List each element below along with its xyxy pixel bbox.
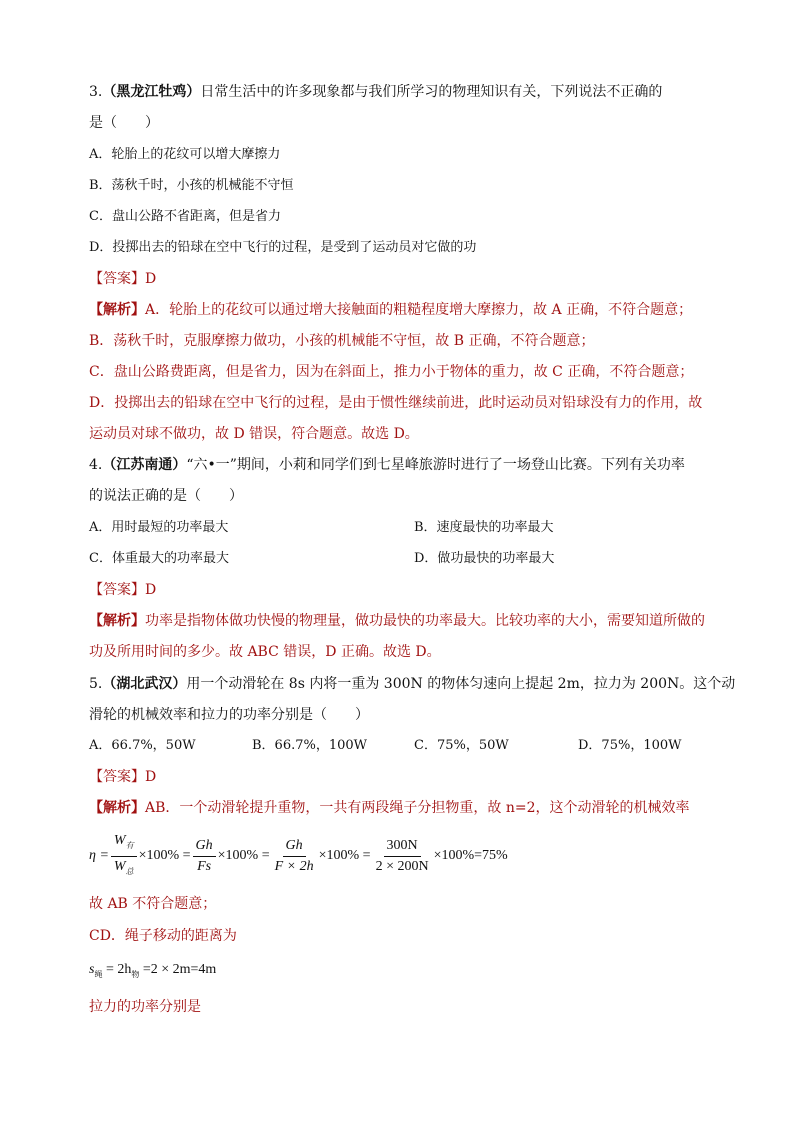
q3-option-a: A．轮胎上的花纹可以增大摩擦力 (89, 147, 281, 162)
q5-stem-line2: 滑轮的机械效率和拉力的功率分别是（ ） (89, 707, 369, 723)
q4-option-d: D．做功最快的功率最大 (414, 551, 555, 566)
q5-option-a: A．66.7%，50W (89, 738, 196, 753)
q4-stem-line1: 4.（江苏南通）“六•一”期间，小莉和同学们到七星峰旅游时进行了一场登山比赛。下列有关功率 (89, 457, 685, 473)
q3-option-d: D．投掷出去的铅球在空中飞行的过程，是受到了运动员对它做的功 (89, 240, 477, 255)
q5-answer: 【答案】D (89, 769, 157, 785)
q4-option-c: C．体重最大的功率最大 (89, 551, 229, 566)
formula-fraction-work: $\frac{W_有}{W_总}$ (111, 832, 137, 881)
q3-analysis-line3: C．盘山公路费距离，但是省力，因为在斜面上，推力小于物体的重力，故 C 正确，不符合题意； (89, 364, 694, 380)
q3-stem-line2: 是（ ） (89, 115, 159, 131)
q5-stem-line1: 5.（湖北武汉）用一个动滑轮在 8s 内将一重为 300N 的物体匀速向上提起 2m，拉力为 200N。这个动 (89, 676, 736, 692)
formula-fraction-gh-fs: $\frac{Gh}{Fs}$ (193, 837, 216, 876)
q3-answer: 【答案】D (89, 271, 157, 287)
q4-analysis-line2: 功及所用时间的多少。故 ABC 错误，D 正确。故选 D。 (89, 644, 441, 660)
q4-analysis-line1: 【解析】功率是指物体做功快慢的物理量，做功最快的功率最大。比较功率的大小，需要知道所做的 (89, 613, 705, 629)
q3-option-b: B．荡秋千时，小孩的机械能不守恒 (89, 178, 294, 193)
q3-analysis-line2: B．荡秋千时，克服摩擦力做功，小孩的机械能不守恒，故 B 正确，不符合题意； (89, 333, 595, 349)
q4-option-b: B．速度最快的功率最大 (414, 520, 554, 535)
q4-stem-line2: 的说法正确的是（ ） (89, 488, 243, 504)
q3-option-c: C．盘山公路不省距离，但是省力 (89, 209, 281, 224)
q5-option-b: B．66.7%，100W (252, 738, 368, 753)
efficiency-formula: η = $\frac{W_有}{W_总}$ ×100% = $\frac{Gh}{Fs}$ ×100% = $\frac{Gh}{F \times 2h}$ ×100% = $\frac{300N}{2 \times 200N}$ ×100%=75% (89, 828, 508, 884)
q4-option-a: A．用时最短的功率最大 (89, 520, 229, 535)
q5-option-d: D．75%，100W (578, 738, 682, 753)
q5-cd-line: CD．绳子移动的距离为 (89, 928, 237, 944)
q3-analysis-line1: 【解析】A．轮胎上的花纹可以通过增大接触面的粗糙程度增大摩擦力，故 A 正确，不符合题意； (89, 302, 693, 318)
formula-fraction-numeric: $\frac{300N}{2 \times 200N}$ (375, 837, 429, 874)
q5-power-line: 拉力的功率分别是 (89, 999, 201, 1015)
formula-fraction-gh-f2h: $\frac{Gh}{F \times 2h}$ (274, 837, 314, 874)
q5-ab-conclusion: 故 AB 不符合题意； (89, 896, 217, 912)
q5-analysis-line1: 【解析】AB．一个动滑轮提升重物，一共有两段绳子分担物重，故 n=2，这个动滑轮的机械效率 (89, 800, 690, 816)
q3-analysis-line5: 运动员对球不做功，故 D 错误，符合题意。故选 D。 (89, 426, 419, 442)
q3-stem-line1: 3.（黑龙江牡鸡）日常生活中的许多现象都与我们所学习的物理知识有关，下列说法不正确的 (89, 84, 663, 100)
rope-distance-equation: $s_绳 = 2h_物 =2 \times 2m=4m$ (89, 962, 217, 979)
formula-eta: η = (89, 848, 109, 863)
q5-option-c: C．75%，50W (414, 738, 509, 753)
q3-analysis-line4: D．投掷出去的铅球在空中飞行的过程，是由于惯性继续前进，此时运动员对铅球没有力的作用，故 (89, 395, 703, 411)
q4-answer: 【答案】D (89, 582, 157, 598)
